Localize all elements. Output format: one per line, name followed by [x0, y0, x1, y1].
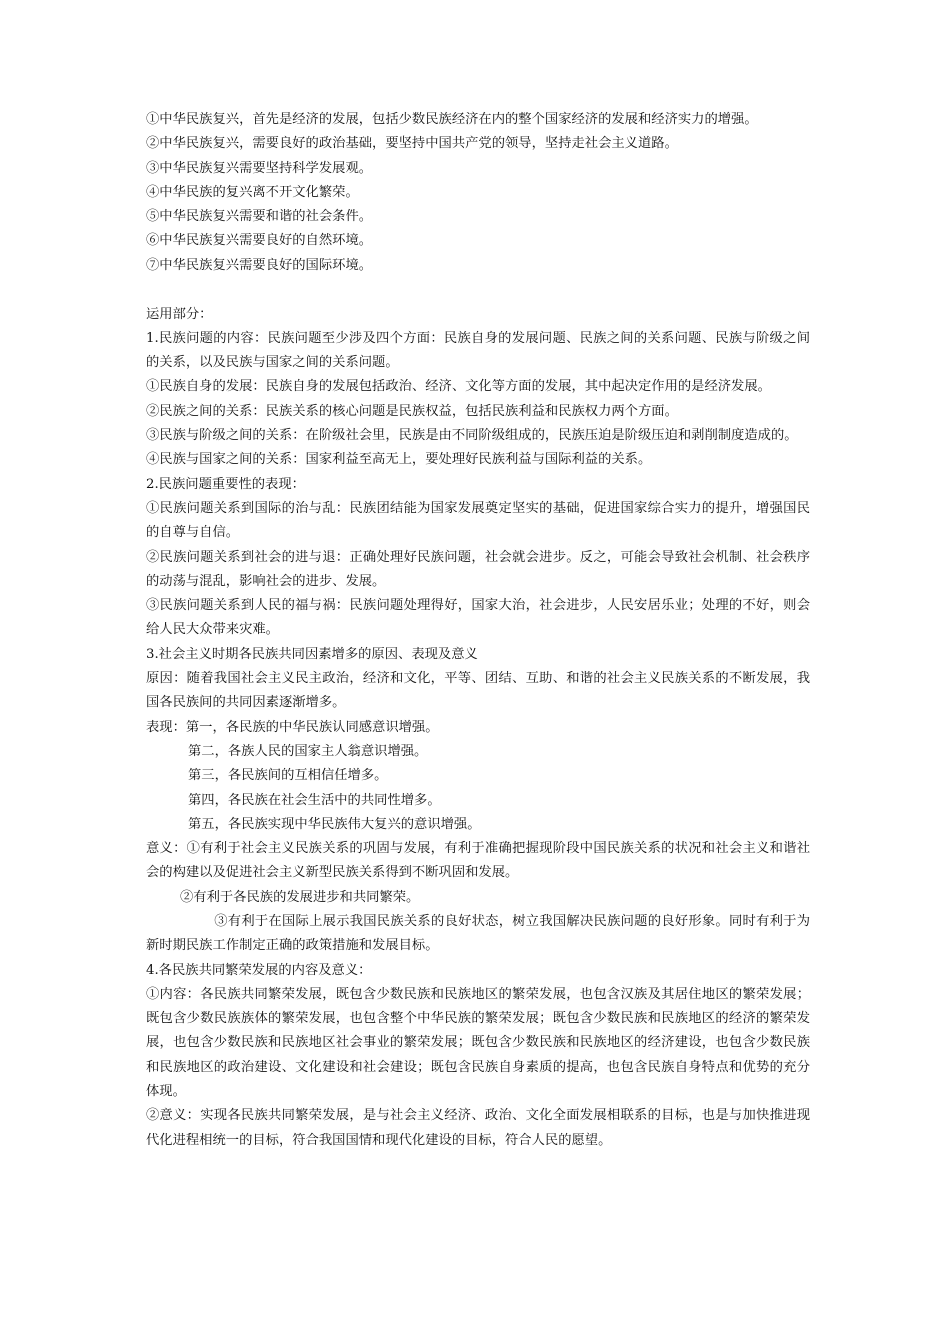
section-3-meaning	[146, 910, 810, 959]
section-1-item: ④民族与国家之间的关系：国家利益至高无上，要处理好民族利益与国际利益的关系。	[146, 452, 652, 468]
section-2-item: ③民族问题关系到人民的福与祸：民族问题处理得好，国家大治，社会进步，人民安居乐业；处理的不好，则会给人民大众带来灾难。	[146, 598, 810, 638]
section-3-performance: 第三，各民族间的互相信任增多。	[188, 768, 388, 784]
section-3-performance: 第四，各民族在社会生活中的共同性增多。	[188, 792, 441, 808]
document-body	[146, 108, 810, 1153]
section-1-item: ③民族与阶级之间的关系：在阶级社会里，民族是由不同阶级组成的，民族压迫是阶级压迫和剥削制度造成的。	[146, 428, 798, 444]
intro-item: ⑥中华民族复兴需要良好的自然环境。	[146, 233, 373, 249]
section-3-meaning-text: ③有利于在国际上展示我国民族关系的良好状态，树立我国解决民族问题的良好形象。同时有利于为新时期民族工作制定正确的政策措施和发展目标。	[146, 914, 810, 954]
section-3-performance: 表现：第一，各民族的中华民族认同感意识增强。	[146, 719, 439, 735]
section-3-reason: 原因：随着我国社会主义民主政治，经济和文化，平等、团结、互助、和谐的社会主义民族关系的不断发展，我国各民族间的共同因素逐渐增多。	[146, 671, 810, 711]
section-4-meaning: ②意义：实现各民族共同繁荣发展，是与社会主义经济、政治、文化全面发展相联系的目标，也是与加快推进现代化进程相统一的目标，符合我国国情和现代化建设的目标，符合人民的愿望。	[146, 1108, 810, 1148]
section-3-heading: 3.社会主义时期各民族共同因素增多的原因、表现及意义	[146, 646, 478, 662]
section-2-item: ②民族问题关系到社会的进与退：正确处理好民族问题，社会就会进步。反之，可能会导致社会机制、社会秩序的动荡与混乱，影响社会的进步、发展。	[146, 549, 810, 589]
section-3-meaning: 意义：①有利于社会主义民族关系的巩固与发展，有利于准确把握现阶段中国民族关系的状况和社会主义和谐社会的构建以及促进社会主义新型民族关系得到不断巩固和发展。	[146, 841, 810, 881]
section-1-item: ①民族自身的发展：民族自身的发展包括政治、经济、文化等方面的发展，其中起决定作用的是经济发展。	[146, 379, 771, 395]
section-title: 运用部分：	[146, 306, 213, 322]
intro-item: ④中华民族的复兴离不开文化繁荣。	[146, 184, 359, 200]
section-3-performance: 第二，各族人民的国家主人翁意识增强。	[188, 743, 428, 759]
spacer	[146, 278, 810, 303]
intro-item: ①中华民族复兴，首先是经济的发展，包括少数民族经济在内的整个国家经济的发展和经济实力的增强。	[146, 112, 758, 127]
intro-item: ⑦中华民族复兴需要良好的国际环境。	[146, 257, 373, 273]
section-2-item: ①民族问题关系到国际的治与乱：民族团结能为国家发展奠定坚实的基础，促进国家综合实力的提升，增强国民的自尊与自信。	[146, 500, 810, 541]
section-2-heading: 2.民族问题重要性的表现：	[146, 476, 305, 492]
section-1-item: ②民族之间的关系：民族关系的核心问题是民族权益，包括民族利益和民族权力两个方面。	[146, 403, 678, 419]
section-1-heading: 1.民族问题的内容：民族问题至少涉及四个方面：民族自身的发展问题、民族之间的关系问题、民族与阶级之间的关系，以及民族与国家之间的关系问题。	[146, 330, 810, 371]
section-3-meaning: ②有利于各民族的发展进步和共同繁荣。	[180, 889, 420, 905]
section-3-performance: 第五，各民族实现中华民族伟大复兴的意识增强。	[188, 816, 481, 832]
section-4-content: ①内容：各民族共同繁荣发展，既包含少数民族和民族地区的繁荣发展，也包含汉族及其居住地区的繁荣发展；既包含少数民族族体的繁荣发展，也包含整个中华民族的繁荣发展；既包含少数民族和民族地区的经济的繁荣发展，也包含少数民族和民族地区社会事业的繁荣发展；既包含少数民族和民族地区的经济建设，也包含少数民族和民族地区的政治建设、文化建设和社会建设；既包含民族自身素质的提高，也包含民族自身特点和优势的充分体现。	[146, 986, 810, 1100]
section-4-heading: 4.各民族共同繁荣发展的内容及意义：	[146, 962, 372, 978]
intro-item: ③中华民族复兴需要坚持科学发展观。	[146, 160, 373, 176]
intro-item: ②中华民族复兴，需要良好的政治基础，要坚持中国共产党的领导，坚持走社会主义道路。	[146, 136, 678, 152]
intro-item: ⑤中华民族复兴需要和谐的社会条件。	[146, 209, 373, 225]
